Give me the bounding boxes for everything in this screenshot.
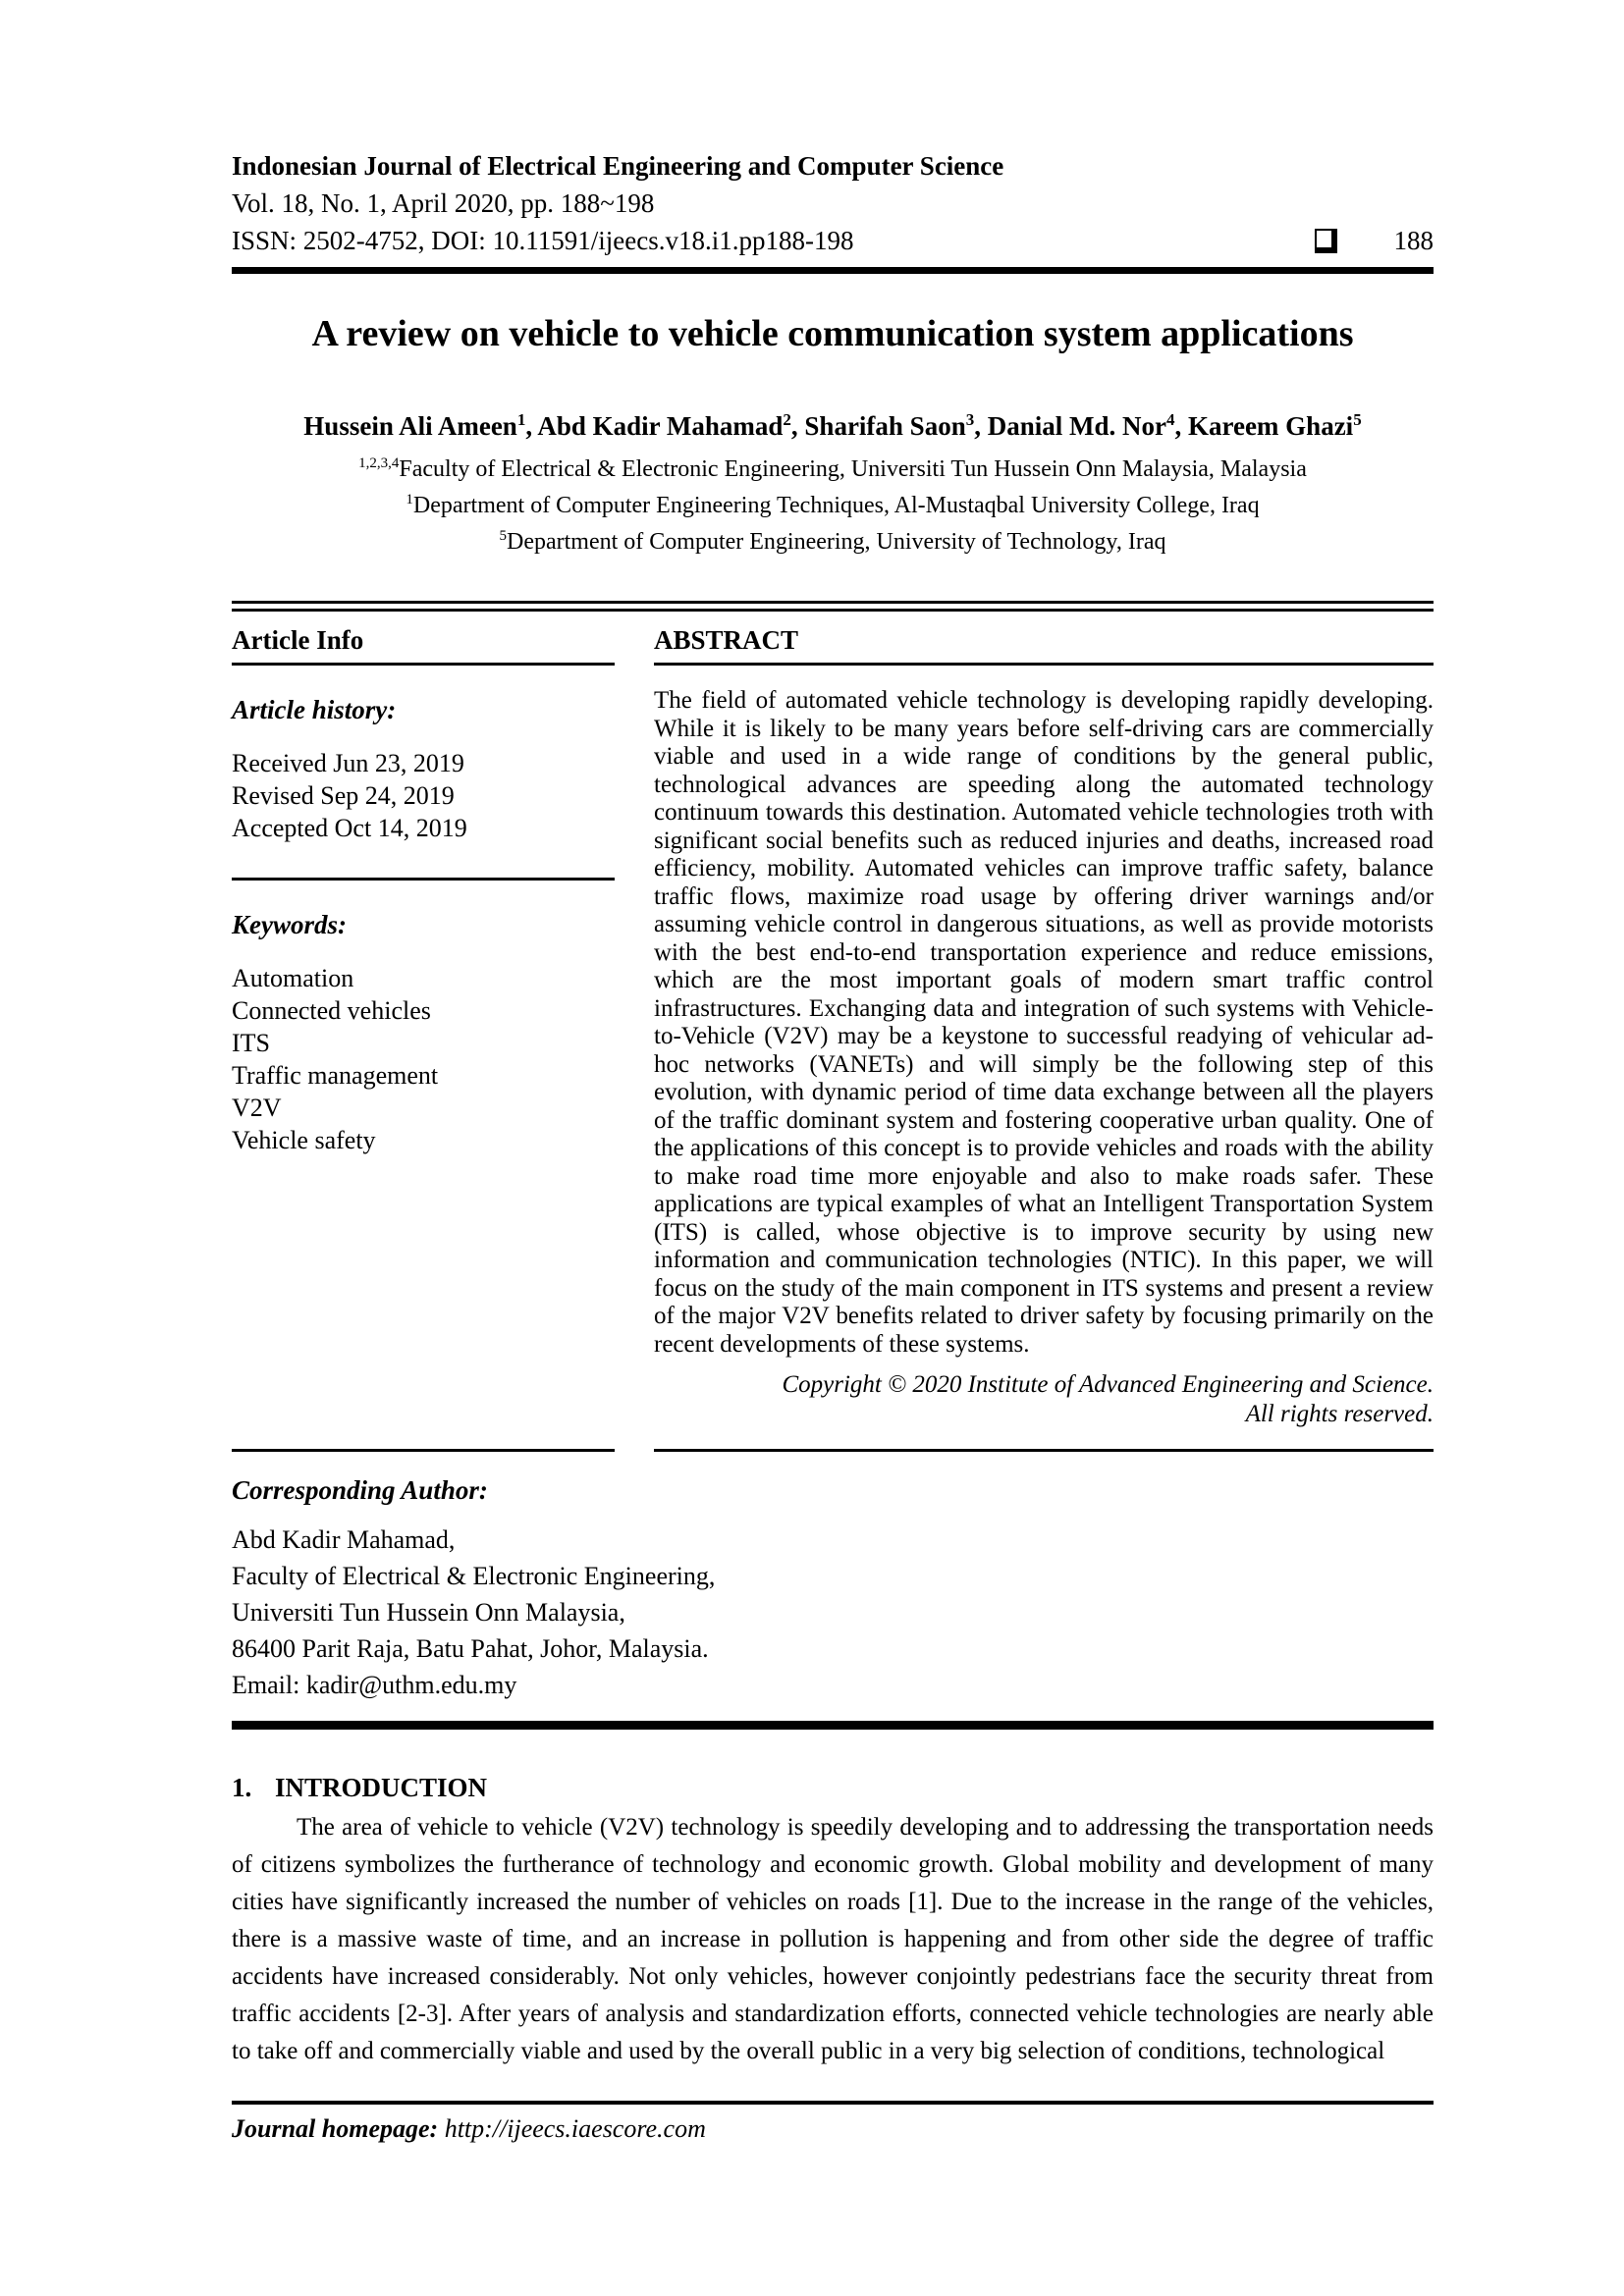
author bbox=[537, 411, 804, 441]
history-item-received: Received Jun 23, 2019 bbox=[232, 749, 464, 777]
page-number: 188 bbox=[1393, 226, 1434, 255]
affiliation-line bbox=[232, 521, 1434, 558]
corresponding-author-section bbox=[232, 1475, 1434, 1730]
abstract-text: The field of automated vehicle technology is developing rapidly developing. While it is likely to be many years before self-driving cars are commercially viable and used in a wide range of conditions by the general public, technological advances are speeding along the automated technology continuum towards this destination. Automated vehicle technologies troth with significant social benefits such as reduced injuries and deaths, increased road efficiency, mobility. Automated vehicles can improve traffic safety, balance traffic flows, maximize road usage by offering driver warnings and/or assuming vehicle control in dangerous situations, as well as provide motorists with the best end-to-end transportation experience and reduce emissions, which are the most important goals of modern smart traffic control infrastructures. Exchanging data and integration of such systems with Vehicle-to-Vehicle (V2V) may be a keystone to successful readying of vehicular ad-hoc networks (VANETs) and will simply be the following step of this evolution, with dynamic period of time data exchange between all the players of the traffic dominant system and fostering cooperative urban quality. One of the applications of this concept is to provide vehicles and roads with the ability to make road time more enjoyable and also to make roads safer. These applications are typical examples of what an Intelligent Transportation System (ITS) is called, whose objective is to improve security by using new information and communication technologies (NTIC). In this paper, we will focus on the study of the main component in ITS systems and present a review of the major V2V benefits related to driver safety by focusing primarily on the recent developments of these systems. bbox=[654, 687, 1434, 1358]
volume-line: Vol. 18, No. 1, April 2020, pp. 188~198 bbox=[232, 188, 655, 218]
author bbox=[1188, 411, 1362, 441]
authors-line bbox=[232, 403, 1434, 443]
shadowed-box-icon bbox=[1315, 229, 1337, 253]
author-name: Danial Md. Nor bbox=[987, 411, 1166, 441]
keyword-item: Traffic management bbox=[232, 1061, 439, 1090]
journal-homepage-url[interactable]: http://ijeecs.iaescore.com bbox=[444, 2114, 706, 2143]
journal-name: Indonesian Journal of Electrical Engineering and Computer Science bbox=[232, 151, 1004, 181]
keywords-list bbox=[232, 962, 615, 1156]
affiliation-text: Department of Computer Engineering Techniques, Al-Mustaqbal University College, Iraq bbox=[412, 493, 1260, 518]
info-abstract-columns bbox=[232, 625, 1434, 1452]
affiliation-text: Department of Computer Engineering, University of Technology, Iraq bbox=[507, 529, 1166, 555]
author-superscript: 3 bbox=[965, 410, 975, 429]
introduction-section bbox=[232, 1773, 1434, 2070]
section-number: 1. bbox=[232, 1773, 252, 1802]
corresponding-author-address: 86400 Parit Raja, Batu Pahat, Johor, Malaysia. bbox=[232, 1634, 709, 1663]
info-abstract-section bbox=[232, 601, 1434, 1452]
footer-text bbox=[232, 2114, 1434, 2144]
author-name: Abd Kadir Mahamad bbox=[537, 411, 784, 441]
author-superscript: 2 bbox=[783, 410, 791, 429]
affiliation-superscript: 1 bbox=[406, 492, 413, 507]
affiliations bbox=[232, 449, 1434, 558]
journal-header bbox=[232, 147, 1434, 274]
copyright-line: Copyright © 2020 Institute of Advanced Engineering and Science. bbox=[782, 1371, 1434, 1398]
corresponding-author-faculty: Faculty of Electrical & Electronic Engineering, bbox=[232, 1562, 716, 1590]
abstract-column bbox=[654, 625, 1434, 1452]
keyword-item: ITS bbox=[232, 1029, 270, 1057]
corresponding-author-name: Abd Kadir Mahamad, bbox=[232, 1525, 456, 1554]
article-info-heading: Article Info bbox=[232, 625, 615, 666]
affiliation-line bbox=[232, 485, 1434, 521]
author-name: Sharifah Saon bbox=[804, 411, 966, 441]
author-name: Kareem Ghazi bbox=[1187, 411, 1354, 441]
affiliation-text: Faculty of Electrical & Electronic Engineering, Universiti Tun Hussein Onn Malaysia, Malaysia bbox=[399, 456, 1307, 482]
author bbox=[303, 411, 537, 441]
author-name: Hussein Ali Ameen bbox=[303, 411, 517, 441]
issn-line: ISSN: 2502-4752, DOI: 10.11591/ijeecs.v18.i1.pp188-198 bbox=[232, 226, 854, 255]
affiliation-superscript: 1,2,3,4 bbox=[358, 455, 400, 471]
affiliation-line bbox=[232, 449, 1434, 485]
paper-title: A review on vehicle to vehicle communication system applications bbox=[311, 313, 1354, 354]
double-rule-divider bbox=[232, 601, 1434, 612]
author bbox=[988, 411, 1188, 441]
history-item-accepted: Accepted Oct 14, 2019 bbox=[232, 814, 467, 842]
page-footer bbox=[232, 2079, 1434, 2296]
corresponding-author-university: Universiti Tun Hussein Onn Malaysia, bbox=[232, 1598, 625, 1627]
copyright-notice bbox=[654, 1370, 1434, 1429]
history-item-revised: Revised Sep 24, 2019 bbox=[232, 781, 455, 810]
keyword-item: Vehicle safety bbox=[232, 1126, 376, 1154]
author-superscript: 5 bbox=[1353, 410, 1362, 429]
keyword-item: V2V bbox=[232, 1094, 282, 1122]
journal-homepage-label: Journal homepage: bbox=[232, 2114, 439, 2143]
issn-row bbox=[232, 222, 1434, 259]
introduction-heading bbox=[232, 1773, 1434, 1803]
keyword-item: Automation bbox=[232, 964, 354, 992]
abstract-heading: ABSTRACT bbox=[654, 625, 1434, 666]
author-superscript: 1 bbox=[516, 410, 526, 429]
section-divider-thick bbox=[232, 1721, 1434, 1730]
section-title: INTRODUCTION bbox=[275, 1773, 488, 1802]
copyright-line: All rights reserved. bbox=[1245, 1401, 1434, 1427]
keywords-divider bbox=[232, 878, 615, 881]
keywords-label: Keywords: bbox=[232, 910, 347, 939]
email-line[interactable]: Email: kadir@uthm.edu.my bbox=[232, 1671, 517, 1699]
introduction-paragraph: The area of vehicle to vehicle (V2V) technology is speedily developing and to addressing the transportation needs of citizens symbolizes the furtherance of technology and economic growth. Global mobility and development of many cities have significantly increased the number of vehicles on roads [1]. Due to the increase in the range of the vehicles, there is a massive waste of time, and an increase in pollution is happening and from other side the degree of traffic accidents have increased considerably. Not only vehicles, however conjointly pedestrians face the security threat from traffic accidents [2-3]. After years of analysis and standardization efforts, connected vehicle technologies are nearly able to take off and commercially viable and used by the overall public in a very big selection of conditions, technological bbox=[232, 1814, 1434, 2064]
corresponding-author-heading: Corresponding Author: bbox=[232, 1475, 488, 1505]
article-info-column bbox=[232, 625, 615, 1452]
corresponding-author-details bbox=[232, 1522, 1434, 1703]
author bbox=[804, 411, 987, 441]
author-superscript: 4 bbox=[1165, 410, 1175, 429]
article-history-list bbox=[232, 747, 615, 844]
affiliation-superscript: 5 bbox=[499, 528, 507, 544]
keyword-item: Connected vehicles bbox=[232, 996, 431, 1025]
footer-divider bbox=[232, 2101, 1434, 2105]
header-divider bbox=[232, 267, 1434, 274]
article-history-label: Article history: bbox=[232, 695, 397, 724]
